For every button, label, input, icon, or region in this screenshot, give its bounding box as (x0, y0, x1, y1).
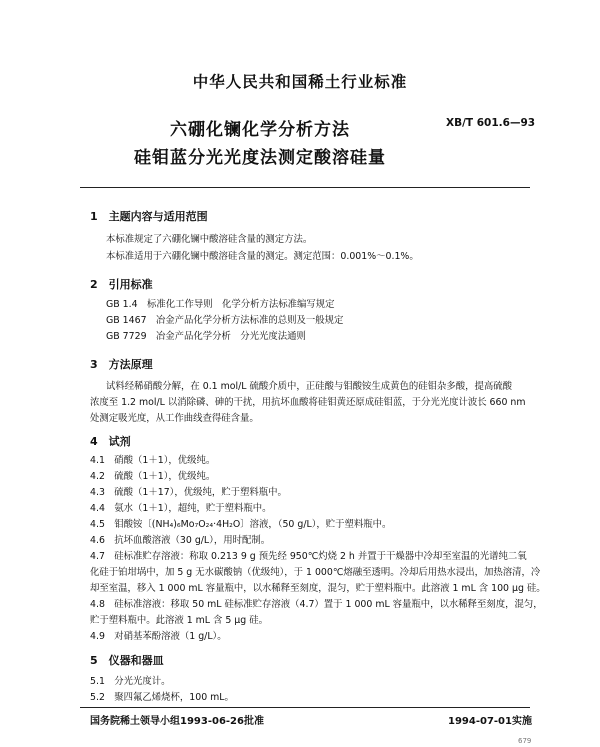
reagent-item: 4.2 硫酸（1＋1），优级纯。 (90, 471, 216, 482)
section-4-heading: 4 试剂 (90, 435, 131, 448)
section-3-heading: 3 方法原理 (90, 358, 153, 371)
equipment-item: 5.1 分光光度计。 (90, 676, 171, 687)
standard-number: XB/T 601.6—93 (446, 117, 536, 129)
footer-divider (80, 707, 530, 708)
section-1-paragraph-2: 本标准适用于六硼化镧中酸溶硅含量的测定。测定范围：0.001%～0.1%。 (106, 251, 419, 262)
principle-line: 处测定吸光度，从工作曲线查得硅含量。 (90, 413, 259, 424)
reference-item: GB 7729 冶金产品化学分析 分光光度法通则 (106, 331, 306, 342)
reference-item: GB 1467 冶金产品化学分析方法标准的总则及一般规定 (106, 315, 344, 326)
approval-note: 国务院稀土领导小组1993-06-26批准 (90, 716, 264, 727)
section-2-heading: 2 引用标准 (90, 278, 153, 291)
implementation-date: 1994-07-01实施 (448, 716, 532, 727)
reagent-4-8-line: 4.8 硅标准溶液：移取 50 mL 硅标准贮存溶液（4.7）置于 1 000 mL 容量瓶中，以水稀释至刻度，混匀， (90, 599, 543, 610)
document-title-line2: 硅钼蓝分光光度法测定酸溶硅量 (134, 148, 386, 168)
reference-item: GB 1.4 标准化工作导则 化学分析方法标准编写规定 (106, 299, 335, 310)
reagent-4-7-line: 4.7 硅标准贮存溶液：称取 0.213 9 g 预先经 950℃灼烧 2 h 并置于干燥器中冷却至室温的光谱纯二氧 (90, 551, 527, 562)
equipment-item: 5.2 聚四氟乙烯烧杯，100 mL。 (90, 692, 234, 703)
reagent-4-7-line: 却至室温，移入 1 000 mL 容量瓶中，以水稀释至刻度，混匀，贮于塑料瓶中。此溶液 1 mL 含 100 μg 硅。 (90, 583, 546, 594)
section-5-heading: 5 仪器和器皿 (90, 654, 164, 667)
reagent-item: 4.9 对硝基苯酚溶液（1 g/L）。 (90, 631, 227, 642)
section-1-paragraph-1: 本标准规定了六硼化镧中酸溶硅含量的测定方法。 (106, 234, 313, 245)
reagent-4-7-line: 化硅于铂坩埚中，加 5 g 无水碳酸钠（优级纯），于 1 000℃熔融至透明。冷却后用热水浸出，加热溶清，冷 (90, 567, 541, 578)
page-number: 679 (518, 737, 532, 745)
issuing-organization: 中华人民共和国稀土行业标准 (192, 73, 408, 91)
reagent-item: 4.1 硝酸（1＋1），优级纯。 (90, 455, 216, 466)
header-divider (80, 187, 530, 188)
principle-line: 浓度至 1.2 mol/L 以消除磷、砷的干扰，用抗坏血酸将硅钼黄还原成硅钼蓝，于分光光度计波长 660 nm (90, 397, 526, 408)
reagent-item: 4.6 抗坏血酸溶液（30 g/L），用时配制。 (90, 535, 271, 546)
reagent-item: 4.5 钼酸铵〔(NH₄)₆Mo₇O₂₄·4H₂O〕溶液，（50 g/L），贮于塑料瓶中。 (90, 519, 392, 530)
principle-line: 试料经稀硝酸分解，在 0.1 mol/L 硫酸介质中，正硅酸与钼酸铵生成黄色的硅钼杂多酸，提高硫酸 (106, 381, 512, 392)
section-1-heading: 1 主题内容与适用范围 (90, 210, 208, 223)
reagent-4-8-line: 贮于塑料瓶中。此溶液 1 mL 含 5 μg 硅。 (90, 615, 268, 626)
reagent-item: 4.4 氨水（1＋1），超纯，贮于塑料瓶中。 (90, 503, 272, 514)
document-title-line1: 六硼化镧化学分析方法 (170, 120, 350, 140)
reagent-item: 4.3 硫酸（1＋17），优级纯，贮于塑料瓶中。 (90, 487, 287, 498)
